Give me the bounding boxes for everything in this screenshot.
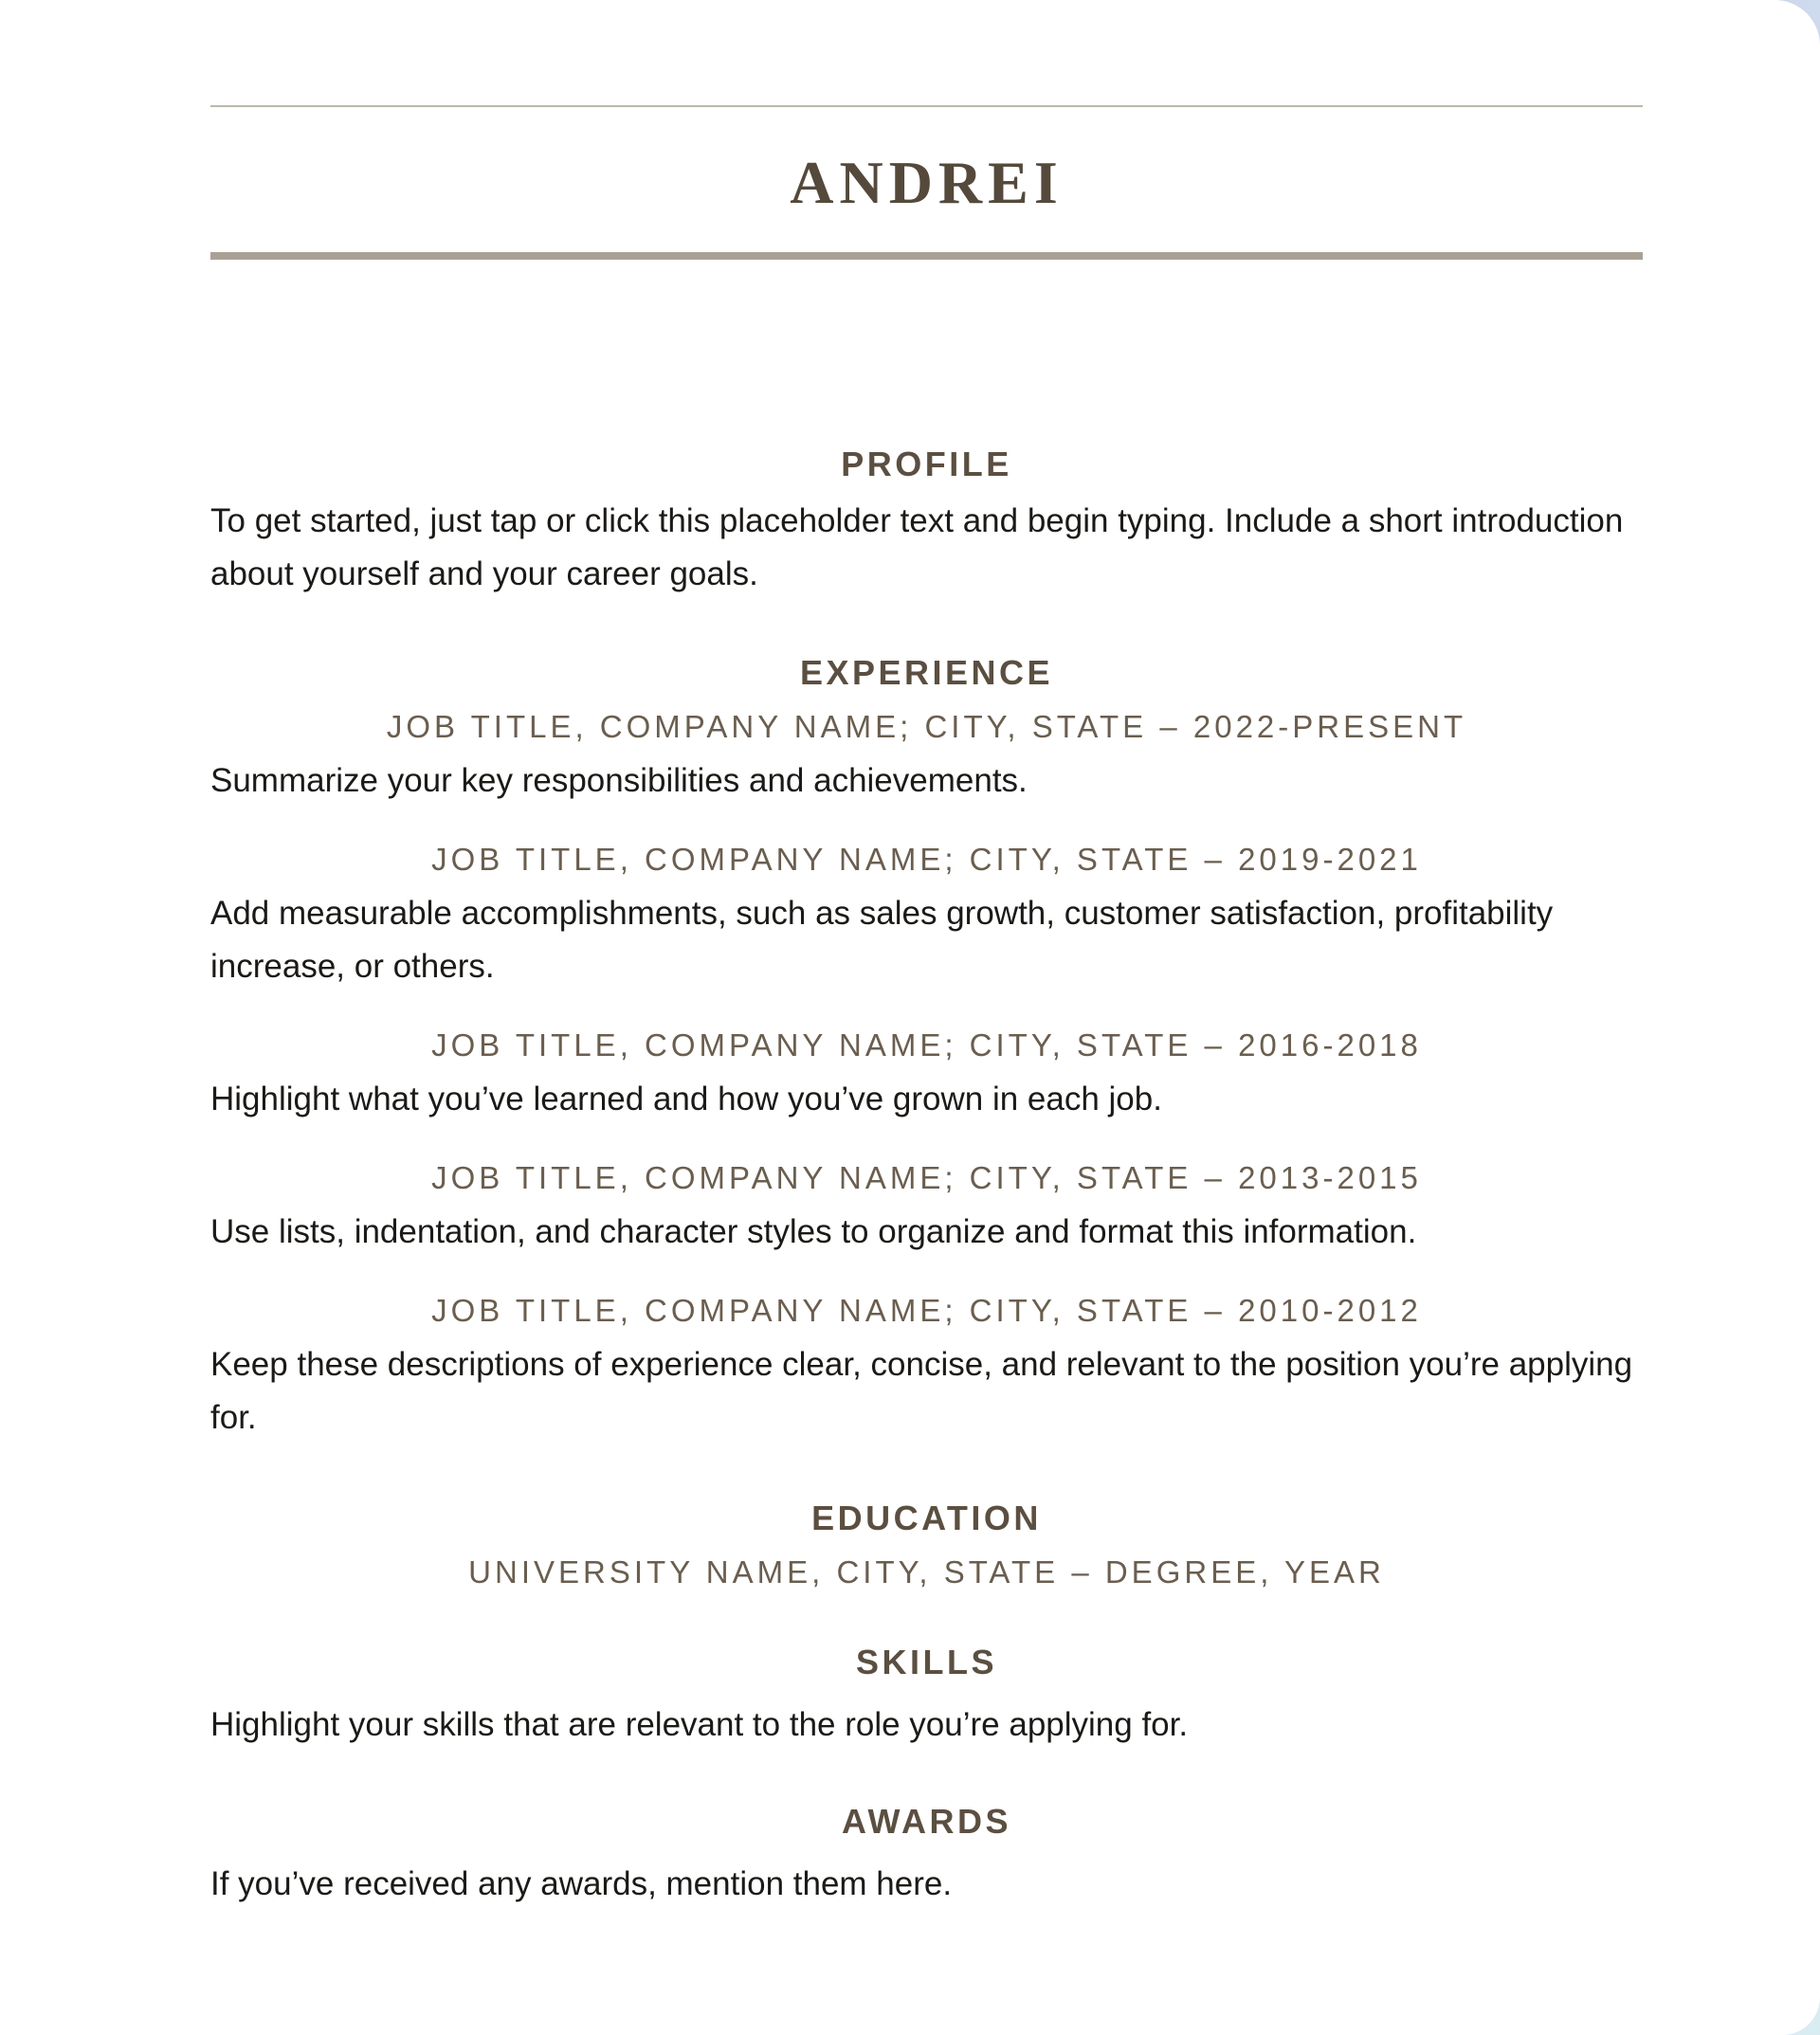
- job-title-4[interactable]: JOB TITLE, COMPANY NAME; CITY, STATE – 2013-2015: [431, 1160, 1422, 1195]
- job-title-2[interactable]: JOB TITLE, COMPANY NAME; CITY, STATE – 2019-2021: [431, 842, 1422, 877]
- profile-text[interactable]: To get started, just tap or click this placeholder text and begin typing. Include a short introduction about yourself and your career goals.: [210, 502, 1624, 592]
- job-desc-3[interactable]: Highlight what you’ve learned and how you’ve grown in each job.: [210, 1081, 1162, 1117]
- job-desc-4[interactable]: Use lists, indentation, and character styles to organize and format this information.: [210, 1213, 1417, 1250]
- education-heading[interactable]: EDUCATION: [811, 1499, 1042, 1537]
- top-divider: [210, 105, 1643, 107]
- job-title-1[interactable]: JOB TITLE, COMPANY NAME; CITY, STATE – 2022-PRESENT: [386, 709, 1467, 744]
- job-title-5[interactable]: JOB TITLE, COMPANY NAME; CITY, STATE – 2010-2012: [431, 1293, 1422, 1328]
- job-desc-1[interactable]: Summarize your key responsibilities and achievements.: [210, 762, 1028, 799]
- job-title-3[interactable]: JOB TITLE, COMPANY NAME; CITY, STATE – 2016-2018: [431, 1027, 1422, 1063]
- resume-page: [210, 0, 1643, 2035]
- profile-heading[interactable]: PROFILE: [841, 445, 1012, 483]
- job-desc-2[interactable]: Add measurable accomplishments, such as sales growth, customer satisfaction, profitability increase, or others.: [210, 895, 1554, 985]
- awards-text[interactable]: If you’ve received any awards, mention them here.: [210, 1865, 953, 1902]
- resume-content: [210, 438, 1643, 1911]
- resume-name[interactable]: ANDREI: [790, 149, 1064, 216]
- skills-text[interactable]: Highlight your skills that are relevant to the role you’re applying for.: [210, 1706, 1189, 1743]
- experience-heading[interactable]: EXPERIENCE: [799, 653, 1054, 692]
- skills-heading[interactable]: SKILLS: [855, 1643, 997, 1681]
- job-desc-5[interactable]: Keep these descriptions of experience clear, concise, and relevant to the position you’re applying for.: [210, 1346, 1633, 1436]
- awards-heading[interactable]: AWARDS: [841, 1802, 1011, 1841]
- education-line[interactable]: UNIVERSITY NAME, CITY, STATE – DEGREE, YEAR: [468, 1554, 1385, 1590]
- name-divider: [210, 252, 1643, 260]
